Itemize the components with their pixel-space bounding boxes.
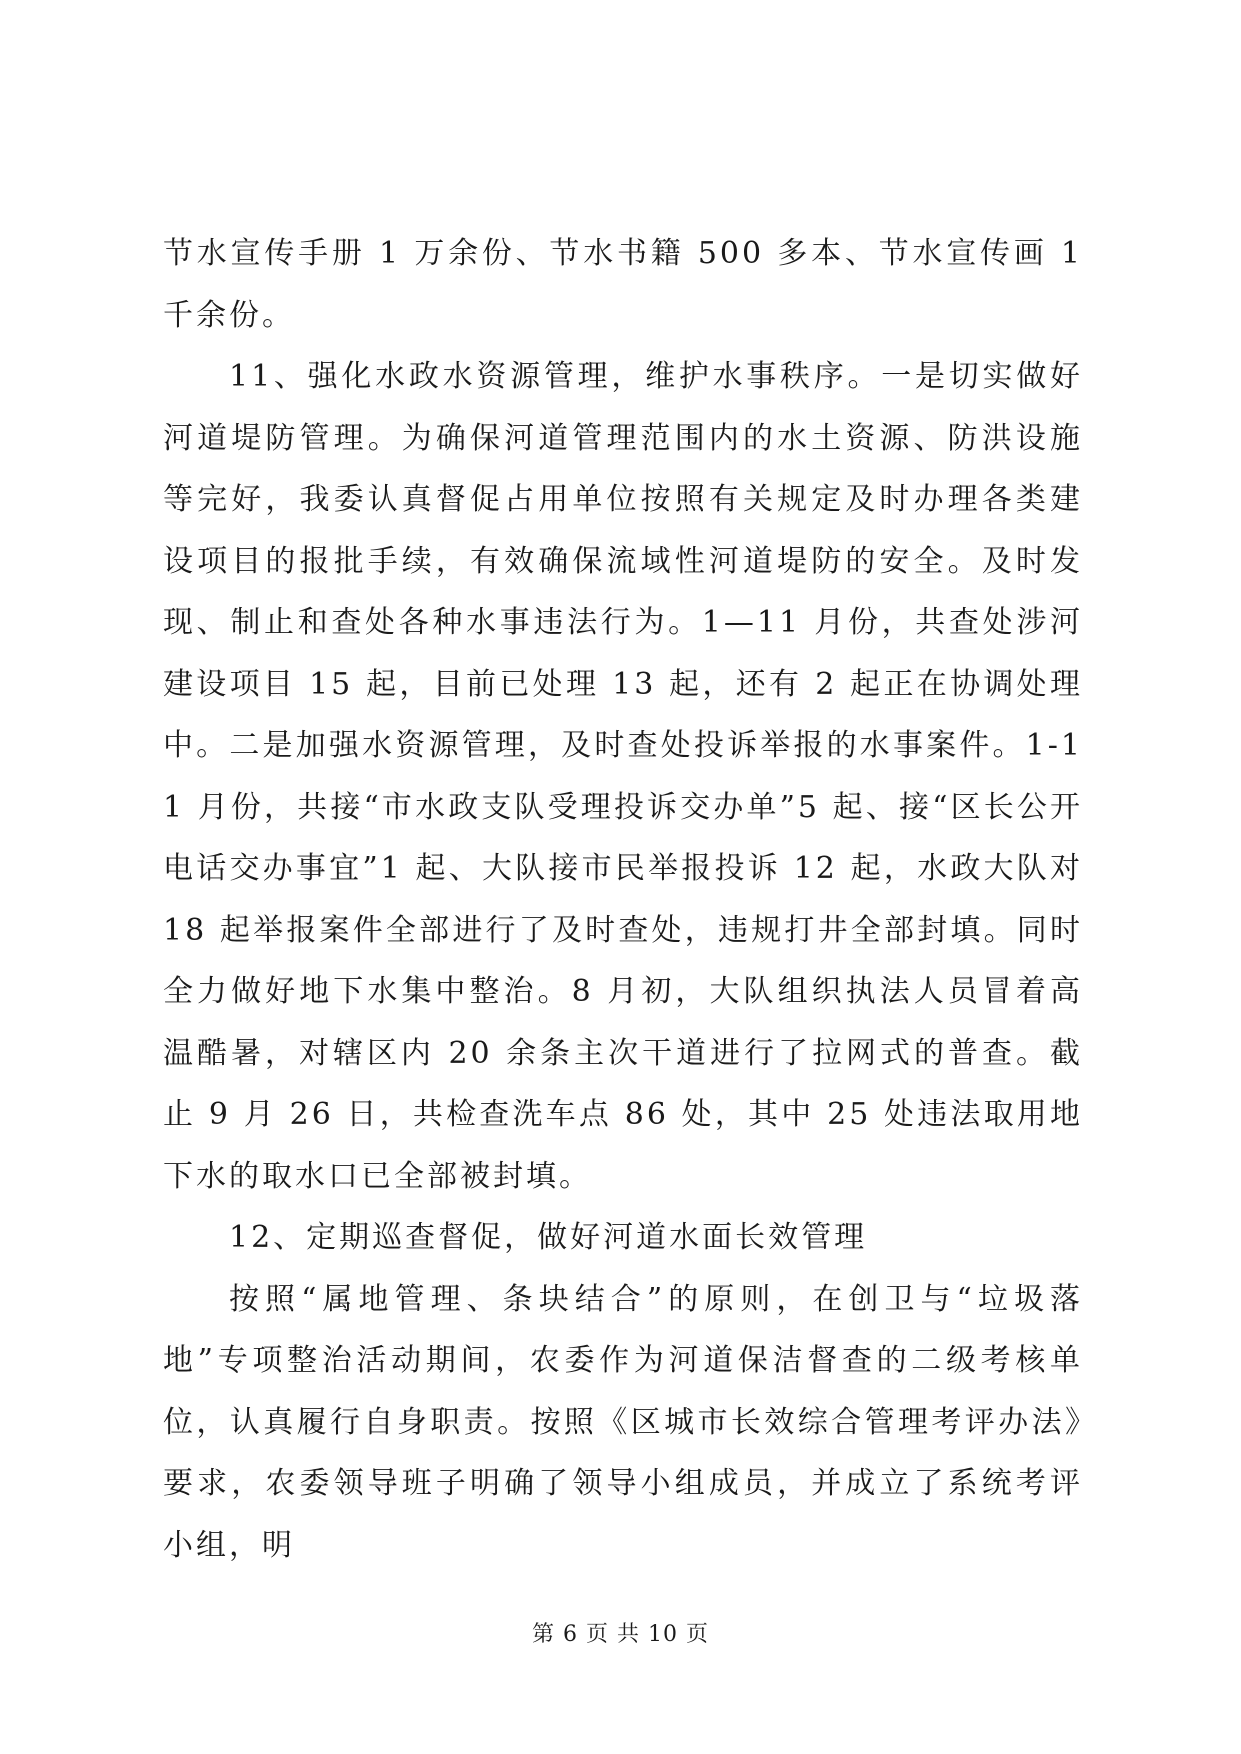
document-body [163,223,1083,1576]
paragraph-2: 11、强化水政水资源管理，维护水事秩序。一是切实做好河道堤防管理。为确保河道管理范围内的水土资源、防洪设施等完好，我委认真督促占用单位按照有关规定及时办理各类建设项目的报批手续，有效确保流域性河道堤防的安全。及时发现、制止和查处各种水事违法行为。1—11 月份，共查处涉河建设项目 15 起，目前已处理 13 起，还有 2 起正在协调处理中。二是加强水资源管理，及时查处投诉举报的水事案件。1-11 月份，共接“市水政支队受理投诉交办单”5 起、接“区长公开电话交办事宜”1 起、大队接市民举报投诉 12 起，水政大队对 18 起举报案件全部进行了及时查处，违规打井全部封填。同时全力做好地下水集中整治。8 月初，大队组织执法人员冒着高温酷暑，对辖区内 20 余条主次干道进行了拉网式的普查。截止 9 月 26 日，共检查洗车点 86 处，其中 25 处违法取用地下水的取水口已全部被封填。 [163,359,1083,1194]
paragraph-4: 按照“属地管理、条块结合”的原则，在创卫与“垃圾落地”专项整治活动期间，农委作为河道保洁督查的二级考核单位，认真履行自身职责。按照《区城市长效综合管理考评办法》要求，农委领导班子明确了领导小组成员，并成立了系统考评小组，明 [163,1281,1083,1563]
paragraph-3-heading: 12、定期巡查督促，做好河道水面长效管理 [229,1220,868,1255]
paragraph-1: 节水宣传手册 1 万余份、节水书籍 500 多本、节水宣传画 1 千余份。 [163,236,1083,333]
page-number-footer: 第 6 页 共 10 页 [532,1622,709,1647]
